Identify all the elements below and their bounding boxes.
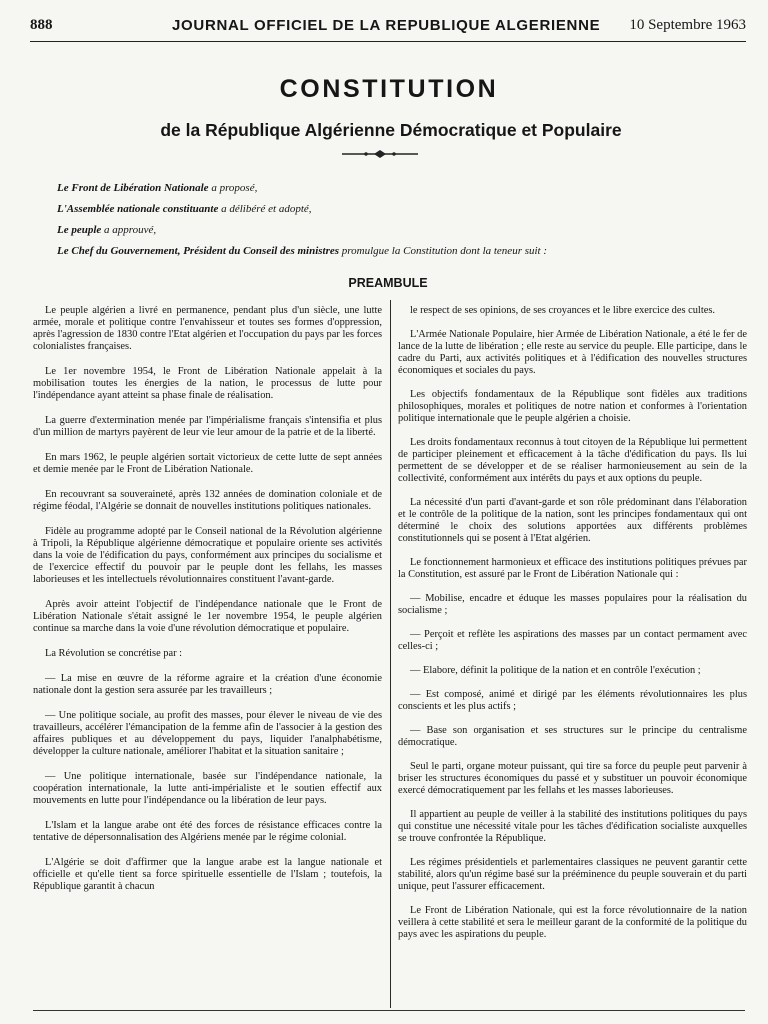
header-rule [30, 41, 746, 42]
preamble-paragraph: le respect de ses opinions, de ses croyances et le libre exercice des cultes. [410, 305, 715, 316]
preamble-paragraph: La guerre d'extermination menée par l'impérialisme français s'intensifia et plus d'un million de martyrs payèrent de leur vie leur amour de la patrie et de la liberté. [33, 415, 382, 438]
column-divider [390, 300, 391, 1008]
preamble-paragraph: La Révolution se concrétise par : [45, 648, 183, 659]
running-header [30, 14, 746, 40]
clause-subject: Le Front de Libération Nationale [57, 182, 209, 194]
preamble-paragraph: Le Front de Libération Nationale, qui est la force révolutionnaire de la nation veillera à cette stabilité et sera le meilleur garant de la conformité de la politique du pays avec les aspirations du peuple. [398, 905, 747, 940]
clause-text: promulgue la Constitution dont la teneur suit : [341, 245, 548, 257]
preamble-paragraph: Après avoir atteint l'objectif de l'indépendance nationale que le Front de Libération Nationale s'était assigné le 1er novembre 1954, le peuple algérien continue sa marche dans la voie d'une révolution démocratique et populaire. [33, 599, 382, 634]
preamble-paragraph: Les droits fondamentaux reconnus à tout citoyen de la République lui permettent de participer pleinement et efficacement à la tâche d'édification du pays. Ils lui permettent de se développer et de se réaliser harmonieusement au sein de la collectivité, conformément aux intérêts du pays et aux options du peuple. [398, 437, 747, 484]
clause-subject: Le Chef du Gouvernement, Président du Conseil des ministres [57, 245, 340, 257]
document-title: CONSTITUTION [279, 75, 499, 103]
preamble-list-item: — Une politique sociale, au profit des masses, pour élever le niveau de vie des travailleurs, accélérer l'émancipation de la femme afin de l'associer à la gestion des affaires publiques et au développement du pays, liquider l'analphabétisme, développer la culture nationale, améliorer l'habitat et la situation sanitaire ; [33, 710, 382, 757]
preamble-paragraph: L'Islam et la langue arabe ont été des forces de résistance efficaces contre la tentative de dépersonnalisation des Algériens menée par le régime colonial. [33, 820, 382, 843]
preamble-list-item: — Une politique internationale, basée sur l'indépendance nationale, la coopération internationale, la lutte anti-impérialiste et le soutien effectif aux mouvements en lutte pour l'indépendance ou la libération de leur pays. [33, 771, 382, 806]
preamble-list-item: — La mise en œuvre de la réforme agraire et la création d'une économie nationale dont la gestion sera assurée par les travailleurs ; [33, 673, 382, 696]
preamble-paragraph: Il appartient au peuple de veiller à la stabilité des institutions politiques du pays qui constitue une nécessité vitale pour les tâches d'édification socialiste auxquelles se trouve confrontée la République. [398, 809, 747, 844]
page-number: 888 [30, 17, 53, 33]
preamble-list-item: — Perçoit et reflète les aspirations des masses par un contact permament avec celles-ci ; [398, 629, 747, 652]
enacting-clauses [57, 182, 747, 266]
preamble-list-item: — Elabore, définit la politique de la nation et en contrôle l'exécution ; [410, 665, 701, 676]
preamble-right-column [398, 305, 747, 953]
preamble-left-column [33, 305, 382, 906]
journal-title: JOURNAL OFFICIEL DE LA REPUBLIQUE ALGERIENNE [172, 17, 601, 34]
preamble-paragraph: Fidèle au programme adopté par le Conseil national de la Révolution algérienne à Tripoli, la République algérienne démocratique et populaire oriente ses activités dans la voie de l'édification du pays, conformément aux principes du socialisme et de l'exercice effectif du pouvoir par le peuple dont les fellahs, les masses laborieuses et les intellectuels révolutionnaires constituent l'avant-garde. [33, 526, 382, 585]
preamble-paragraph: L'Armée Nationale Populaire, hier Armée de Libération Nationale, a été le fer de lance de la lutte de libération ; elle reste au service du peuple. Elle participe, dans le cadre du Parti, aux activités politiques et à l'édification des nouvelles structures économiques et sociales du pays. [398, 329, 747, 376]
preamble-paragraph: Les objectifs fondamentaux de la République sont fidèles aux traditions philosophiques, morales et politiques de notre nation et conformes à l'orientation politique internationale que le peuple algérien a choisie. [398, 389, 747, 424]
preamble-paragraph: Les régimes présidentiels et parlementaires classiques ne peuvent garantir cette stabilité, alors qu'un régime basé sur la prééminence du peuple souverain et du parti unique, peut l'assurer efficacement. [398, 857, 747, 892]
issue-date: 10 Septembre 1963 [629, 17, 746, 33]
preamble-paragraph: L'Algérie se doit d'affirmer que la langue arabe est la langue nationale et officielle et qu'elle tient sa force spirituelle essentielle de l'Islam ; toutefois, la République garantit à chacun [33, 857, 382, 892]
enacting-clause [57, 182, 747, 195]
title-ornament-icon [342, 148, 418, 160]
clause-text: a proposé, [211, 182, 258, 194]
preamble-paragraph: En recouvrant sa souveraineté, après 132 années de domination coloniale et de régime féodal, l'Algérie se donnait de nouvelles institutions politiques nationales. [33, 489, 382, 512]
preamble-paragraph: En mars 1962, le peuple algérien sortait victorieux de cette lutte de sept années et demie menée par le Front de Libération Nationale. [33, 452, 382, 475]
clause-subject: L'Assemblée nationale constituante [57, 203, 219, 215]
preamble-list-item: — Est composé, animé et dirigé par les éléments révolutionnaires les plus conscients et les plus actifs ; [398, 689, 747, 712]
clause-text: a délibéré et adopté, [221, 203, 312, 215]
enacting-clause [57, 224, 747, 237]
bottom-rule [33, 1010, 745, 1011]
preamble-paragraph: La nécessité d'un parti d'avant-garde et son rôle prédominant dans l'élaboration et le contrôle de la politique de la nation, sont les principes fondamentaux qui ont déterminé le choix des solutions apportées aux différents problèmes constitutionnels qui se posent à l'Etat algérien. [398, 497, 747, 544]
preamble-list-item: — Mobilise, encadre et éduque les masses populaires pour la réalisation du socialisme ; [398, 593, 747, 616]
enacting-clause [57, 203, 747, 216]
preamble-paragraph: Le fonctionnement harmonieux et efficace des institutions politiques prévues par la Constitution, est assuré par le Front de Libération Nationale qui : [398, 557, 747, 580]
clause-subject: Le peuple [57, 224, 102, 236]
clause-text: a approuvé, [104, 224, 157, 236]
document-subtitle: de la République Algérienne Démocratique et Populaire [160, 120, 622, 140]
preamble-heading: PREAMBULE [348, 276, 428, 290]
enacting-clause [57, 245, 747, 258]
preamble-paragraph: Seul le parti, organe moteur puissant, qui tire sa force du peuple peut parvenir à briser les structures économiques du passé et y substituer un pouvoir économique exercé démocratiquement par les fellahs et les masses laborieuses. [398, 761, 747, 796]
preamble-list-item: — Base son organisation et ses structures sur le principe du centralisme démocratique. [398, 725, 747, 748]
preamble-paragraph: Le peuple algérien a livré en permanence, pendant plus d'un siècle, une lutte armée, morale et politique contre l'envahisseur et toutes ses formes d'oppression, après l'agression de 1830 contre l'Etat algérien et l'occupation du pays par les forces colonialistes françaises. [33, 305, 382, 352]
preamble-paragraph: Le 1er novembre 1954, le Front de Libération Nationale appelait à la mobilisation toutes les énergies de la nation, le processus de lutte pour l'indépendance ayant atteint sa phase finale de réalisation. [33, 366, 382, 401]
